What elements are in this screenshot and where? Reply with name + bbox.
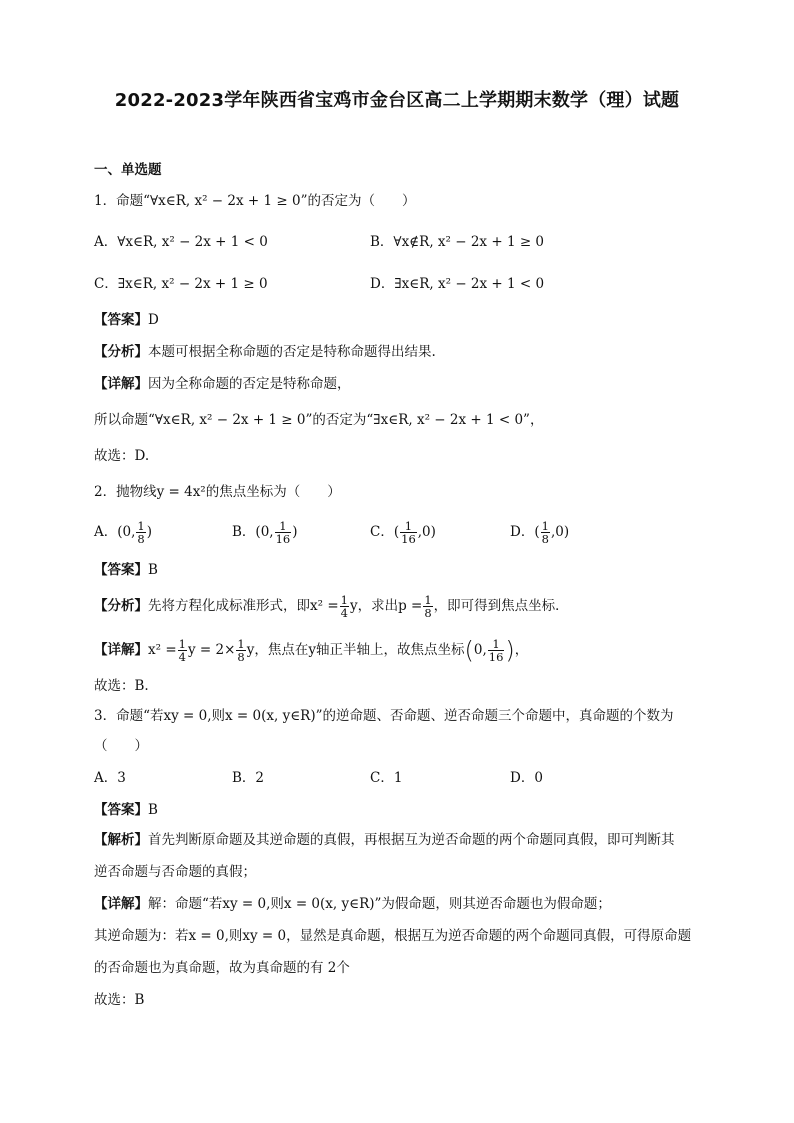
fraction-denominator: 4 [340,606,348,620]
q1-option-c: C．∃x∈R, x² − 2x + 1 ≥ 0 [94,276,268,292]
page-title: 2022-2023学年陕西省宝鸡市金台区高二上学期期末数学（理）试题 [114,90,680,111]
option-part: ,0) [550,524,570,540]
q2-detail [94,638,528,663]
analysis-text: 先将方程化成标准形式，即x² = [148,598,339,614]
q3-option-b: B．2 [232,770,265,786]
q1-answer [94,310,159,330]
answer-value: D [148,312,159,328]
fraction-numerator: 1 [237,637,245,651]
q2-option-c [370,520,436,545]
answer-value: B [148,562,158,578]
answer-tag: 【答案】 [94,312,148,328]
q1-detail-line-2: 所以命题“∀x∈R, x² − 2x + 1 ≥ 0”的否定为“∃x∈R, x² − 2x + 1 < 0”， [94,412,544,428]
fraction [178,638,187,663]
fraction-denominator: 16 [488,650,504,664]
analysis-text: 本题可根据全称命题的否定是特称命题得出结果. [148,344,436,360]
option-part: ) [146,524,153,540]
detail-tag: 【详解】 [94,896,148,912]
detail-text: y，焦点在y轴正半轴上，故焦点坐标 [246,642,465,658]
fraction-denominator: 16 [401,532,416,546]
fraction-denominator: 8 [541,532,549,546]
q3-answer [94,800,158,820]
q3-detail [94,894,611,914]
q1-analysis [94,342,436,362]
fraction-denominator: 4 [178,650,186,664]
fraction-numerator: 1 [488,638,505,651]
q1-stem: 1．命题“∀x∈R, x² − 2x + 1 ≥ 0”的否定为（ ） [94,193,416,209]
option-part: ( [393,524,400,540]
detail-text: x² = [148,642,177,658]
fraction [236,638,245,663]
detail-tag: 【详解】 [94,376,148,392]
q3-stem: 3．命题“若xy = 0,则x = 0(x, y∈R)”的逆命题、否命题、逆否命题三个命题中，真命题的个数为 [94,708,674,724]
q2-analysis [94,594,569,619]
q2-stem: 2．抛物线y = 4x²的焦点坐标为（ ） [94,484,341,500]
right-paren: ) [505,636,515,665]
q1-option-a: A．∀x∈R, x² − 2x + 1 < 0 [94,234,268,250]
q1-choose: 故选：D. [94,448,150,464]
q3-option-a: A．3 [94,770,126,786]
fraction-numerator: 1 [340,593,348,607]
option-label: D． [510,524,535,540]
q1-option-b: B．∀x∉R, x² − 2x + 1 ≥ 0 [370,234,545,250]
answer-tag: 【答案】 [94,802,148,818]
detail-text: ， [514,642,529,658]
q2-choose: 故选：B. [94,678,149,694]
q2-answer [94,560,158,580]
answer-tag: 【答案】 [94,562,148,578]
fraction-numerator: 1 [424,593,432,607]
fraction-numerator: 1 [400,520,417,533]
section-heading: 一、单选题 [94,162,162,178]
option-part: ) [292,524,298,540]
fraction-denominator: 8 [237,650,245,664]
fraction [275,520,292,545]
analysis-text: 首先判断原命题及其逆命题的真假，再根据互为逆否命题的两个命题同真假，即可判断其 [148,832,675,848]
q3-detail-line-3: 的否命题也为真命题，故为真命题的有 2个 [94,960,350,976]
fraction-denominator: 8 [424,606,432,620]
q1-option-d: D．∃x∈R, x² − 2x + 1 < 0 [370,276,545,292]
left-paren: ( [464,636,474,665]
fraction [488,638,505,663]
option-part: ( [534,524,540,540]
detail-tag: 【详解】 [94,642,148,658]
option-label: B． [232,524,256,540]
answer-value: B [148,802,158,818]
option-label: C． [370,524,394,540]
fraction-denominator: 16 [275,532,291,546]
fraction-numerator: 1 [137,519,145,533]
detail-text: 解：命题“若xy = 0,则x = 0(x, y∈R)”为假命题，则其逆否命题也为假命题； [148,896,611,912]
q1-detail [94,374,351,394]
fraction-numerator: 1 [178,637,186,651]
analysis-text: y，求出p = [349,598,423,614]
option-part: (0, [117,524,136,540]
q2-option-d [510,520,569,545]
fraction [340,594,349,619]
q3-option-c: C．1 [370,770,403,786]
detail-text: y = 2× [187,642,236,658]
detail-text: 因为全称命题的否定是特称命题， [148,376,351,392]
q3-detail-line-2: 其逆命题为：若x = 0,则xy = 0，显然是真命题，根据互为逆否命题的两个命题同真假，可得原命题 [94,928,692,944]
option-part: (0, [255,524,274,540]
fraction-numerator: 1 [541,519,549,533]
q3-choose: 故选：B [94,992,145,1008]
analysis-tag: 【解析】 [94,832,148,848]
q2-option-b [232,520,298,545]
detail-text: 0, [473,642,487,658]
fraction [541,520,550,545]
fraction [136,520,145,545]
analysis-tag: 【分析】 [94,598,148,614]
fraction-numerator: 1 [275,520,292,533]
q3-analysis-line-2: 逆否命题与否命题的真假； [94,864,256,880]
q3-option-d: D．0 [510,770,543,786]
fraction-denominator: 8 [137,532,145,546]
q2-option-a [94,520,152,545]
option-label: A． [94,524,118,540]
analysis-text: ，即可得到焦点坐标． [433,598,569,614]
option-part: ,0) [417,524,436,540]
analysis-tag: 【分析】 [94,344,148,360]
q3-stem-line-2: （ ） [94,738,148,754]
fraction [400,520,417,545]
fraction [423,594,432,619]
q3-analysis [94,830,675,850]
